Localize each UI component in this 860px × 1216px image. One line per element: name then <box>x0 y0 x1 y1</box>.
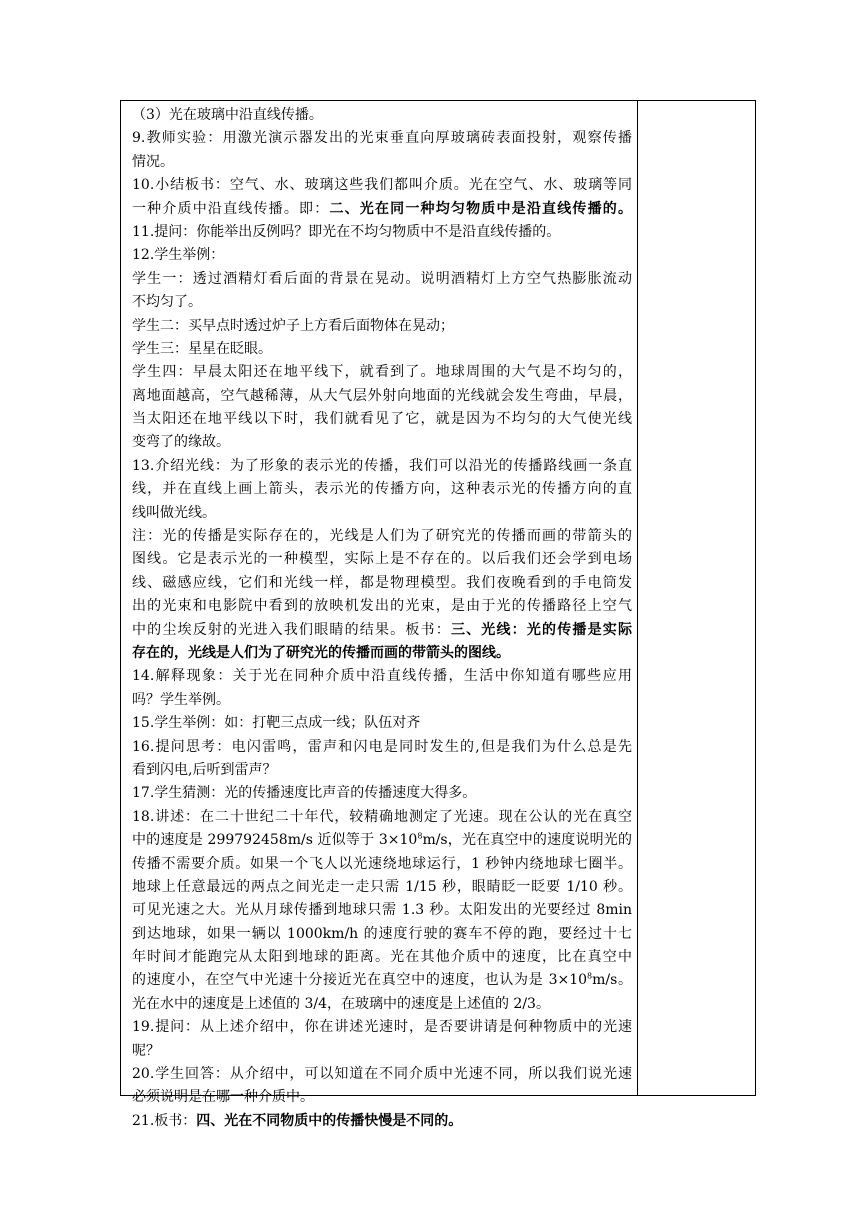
text-run: （3）光在玻璃中沿直线传播。 <box>132 107 323 123</box>
text-run: 学生三：星星在眨眼。 <box>132 340 272 357</box>
text-line <box>132 221 632 244</box>
exponent: 8 <box>587 971 593 981</box>
text-run: 学生二：买早点时透过炉子上方看后面物体在晃动； <box>132 317 454 334</box>
text-run: 地球上任意最远的两点之间光走一走只需 1/15 秒，眼睛眨一眨要 1/10 秒。 <box>132 878 632 895</box>
text-run: 17.学生猜测：光的传播速度比声音的传播速度大得多。 <box>132 785 477 802</box>
text-line <box>132 806 632 829</box>
board-writing-bold: 三、光线：光的传播是实际 <box>450 621 632 638</box>
text-line <box>132 829 632 852</box>
text-line <box>132 455 632 478</box>
text-run: 可见光速之大。光从月球传播到地球只需 1.3 秒。太阳发出的光要经过 8min <box>132 902 632 919</box>
text-line <box>132 1086 632 1109</box>
text-line <box>132 361 632 384</box>
text-line <box>132 431 632 454</box>
text-line <box>132 151 632 174</box>
board-writing-bold: 存在的，光线是人们为了研究光的传播而画的带箭头的图线。 <box>132 644 510 661</box>
text-line <box>132 736 632 759</box>
text-run: 14.解释现象：关于光在同种介质中沿直线传播，生活中你知道有哪些应用 <box>132 668 632 685</box>
text-run: 15.学生举例：如：打靶三点成一线；队伍对齐 <box>132 715 421 732</box>
text-line <box>132 174 632 197</box>
board-writing-bold: 二、光在同一种均匀物质中是沿直线传播的。 <box>329 200 632 217</box>
text-run: 线，并在直线上画上箭头，表示光的传播方向，这种表示光的传播方向的直 <box>132 481 632 498</box>
text-run: 一种介质中沿直线传播。即： <box>132 200 330 217</box>
exponent: 8 <box>417 831 423 841</box>
text-run: 线、磁感应线，它们和光线一样，都是物理模型。我们夜晚看到的手电筒发 <box>132 574 632 591</box>
text-line <box>132 408 632 431</box>
text-run: 当太阳还在地平线以下时，我们就看见了它，就是因为不均匀的大气使光线 <box>132 411 632 428</box>
text-run: 9.教师实验：用激光演示器发出的光束垂直向厚玻璃砖表面投射，观察传播 <box>132 130 632 147</box>
text-run: 注：光的传播是实际存在的，光线是人们为了研究光的传播而画的带箭头的 <box>132 528 632 545</box>
text-line <box>132 899 632 922</box>
text-line <box>132 689 632 712</box>
text-line <box>132 1063 632 1086</box>
text-run: 12.学生举例： <box>132 247 225 264</box>
text-run: 图线。它是表示光的一种模型，实际上是不存在的。以后我们还会学到电场 <box>132 551 632 568</box>
text-run: 情况。 <box>132 153 174 170</box>
text-run: 必须说明是在哪一种介质中。 <box>132 1089 314 1106</box>
text-run: 18.讲述：在二十世纪二十年代，较精确地测定了光速。现在公认的光在真空 <box>132 808 632 825</box>
text-line <box>132 198 632 221</box>
text-line <box>132 1016 632 1039</box>
text-run: 呢？ <box>132 1042 160 1059</box>
text-line <box>132 665 632 688</box>
text-run: m/s。 <box>592 972 632 989</box>
text-line <box>132 291 632 314</box>
text-run: 中的速度是 299792458m/s 近似等于 3×10 <box>132 832 418 849</box>
text-run: 看到闪电,后听到雷声？ <box>132 761 277 778</box>
text-line <box>132 993 632 1016</box>
column-divider <box>637 101 638 1095</box>
text-line <box>132 712 632 735</box>
text-run: 年时间才能跑完从太阳到地球的距离。光在其他介质中的速度，比在真空中 <box>132 949 632 966</box>
text-line <box>132 268 632 291</box>
text-run: 变弯了的缘故。 <box>132 434 230 451</box>
text-run: 线叫做光线。 <box>132 504 216 521</box>
text-run: 16.提问思考：电闪雷鸣，雷声和闪电是同时发生的,但是我们为什么总是先 <box>132 738 632 755</box>
text-line <box>132 338 632 361</box>
text-line <box>132 478 632 501</box>
text-line <box>132 315 632 338</box>
lesson-table <box>120 100 756 1129</box>
text-run: 13.介绍光线：为了形象的表示光的传播，我们可以沿光的传播路线画一条直 <box>132 457 632 474</box>
text-run: 到达地球，如果一辆以 1000km/h 的速度行驶的赛车不停的跑，要经过十七 <box>132 925 632 942</box>
text-line <box>132 782 632 805</box>
text-line <box>132 502 632 525</box>
text-run: m/s，光在真空中的速度说明光的 <box>422 832 632 849</box>
text-line <box>132 548 632 571</box>
text-line <box>132 127 632 150</box>
board-writing-bold: 四、光在不同物质中的传播快慢是不同的。 <box>196 1112 463 1129</box>
text-line <box>132 1040 632 1063</box>
text-run: 19.提问：从上述介绍中，你在讲述光速时，是否要讲请是何种物质中的光速 <box>132 1019 632 1036</box>
text-line <box>132 619 632 642</box>
text-line <box>132 946 632 969</box>
text-line <box>132 853 632 876</box>
text-line <box>132 244 632 267</box>
text-run: 出的光束和电影院中看到的放映机发出的光束，是由于光的传播路径上空气 <box>132 598 632 615</box>
text-line <box>132 642 632 665</box>
text-line <box>132 1110 632 1133</box>
text-line <box>132 104 632 127</box>
text-line <box>132 876 632 899</box>
text-run: 中的尘埃反射的光进入我们眼睛的结果。板书： <box>132 621 451 638</box>
text-run: 10.小结板书：空气、水、玻璃这些我们都叫介质。光在空气、水、玻璃等同 <box>132 177 632 194</box>
text-run: 光在水中的速度是上述值的 3/4，在玻璃中的速度是上述值的 2/3。 <box>132 995 550 1012</box>
text-run: 学生四：早晨太阳还在地平线下，就看到了。地球周围的大气是不均匀的， <box>132 364 632 381</box>
text-line <box>132 525 632 548</box>
text-line <box>132 595 632 618</box>
text-run: 传播不需要介质。如果一个飞人以光速绕地球运行，1 秒钟内绕地球七圈半。 <box>132 855 632 872</box>
text-line <box>132 923 632 946</box>
text-run: 20.学生回答：从介绍中，可以知道在不同介质中光速不同，所以我们说光速 <box>132 1066 632 1083</box>
text-run: 吗？学生举例。 <box>132 691 230 708</box>
text-run: 学生一：透过酒精灯看后面的背景在晃动。说明酒精灯上方空气热膨胀流动 <box>132 270 632 287</box>
text-line <box>132 969 632 992</box>
text-run: 离地面越高，空气越稀薄，从大气层外射向地面的光线就会发生弯曲，早晨， <box>132 387 632 404</box>
text-line <box>132 759 632 782</box>
text-line <box>132 572 632 595</box>
text-run: 21.板书： <box>132 1112 197 1129</box>
text-run: 11.提问：你能举出反例吗？即光在不均匀物质中不是沿直线传播的。 <box>132 223 561 240</box>
text-line <box>132 385 632 408</box>
lesson-content-cell <box>132 104 632 1133</box>
text-run: 的速度小，在空气中光速十分接近光在真空中的速度，也认为是 3×10 <box>132 972 588 989</box>
text-run: 不均匀了。 <box>132 294 202 311</box>
